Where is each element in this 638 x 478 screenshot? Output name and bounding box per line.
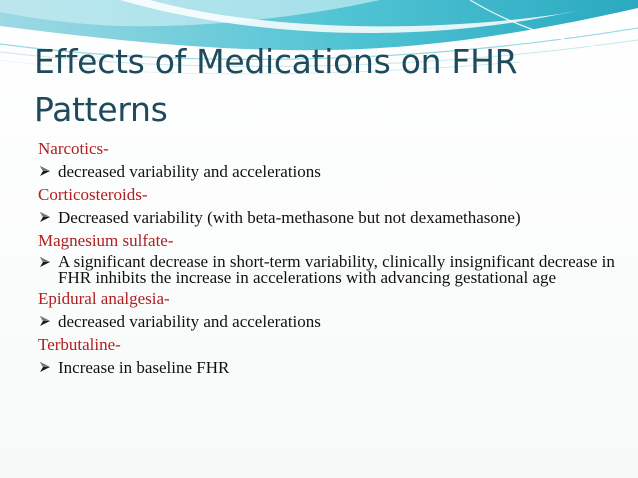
arrow-bullet-icon bbox=[39, 361, 51, 373]
bullet-text: decreased variability and accelerations bbox=[58, 162, 321, 181]
section-heading-terbutaline: Terbutaline- bbox=[38, 335, 121, 354]
slide-content bbox=[38, 139, 628, 381]
arrow-bullet-icon bbox=[39, 315, 51, 327]
bullet-text: Increase in baseline FHR bbox=[58, 358, 230, 377]
arrow-bullet-icon bbox=[39, 165, 51, 177]
bullet-item-corticosteroids bbox=[38, 208, 628, 228]
bullet-text: A significant decrease in short-term variability, clinically insignificant decrease in FHR inhibits the increase in accelerations with advancing gestational age bbox=[58, 252, 615, 287]
section-heading-epidural-analgesia: Epidural analgesia- bbox=[38, 289, 170, 308]
arrow-bullet-icon bbox=[39, 256, 51, 268]
bullet-item-magnesium-sulfate bbox=[38, 254, 628, 286]
section-heading-narcotics: Narcotics- bbox=[38, 139, 109, 158]
section-heading-corticosteroids: Corticosteroids- bbox=[38, 185, 148, 204]
section-heading-magnesium-sulfate: Magnesium sulfate- bbox=[38, 231, 174, 250]
slide-title: Effects of Medications on FHR Patterns bbox=[34, 42, 518, 129]
arrow-bullet-icon bbox=[39, 211, 51, 223]
bullet-item-epidural-analgesia bbox=[38, 312, 628, 332]
bullet-text: Decreased variability (with beta-methasone but not dexamethasone) bbox=[58, 208, 521, 227]
bullet-text: decreased variability and accelerations bbox=[58, 312, 321, 331]
bullet-item-narcotics bbox=[38, 162, 628, 182]
bullet-item-terbutaline bbox=[38, 358, 628, 378]
